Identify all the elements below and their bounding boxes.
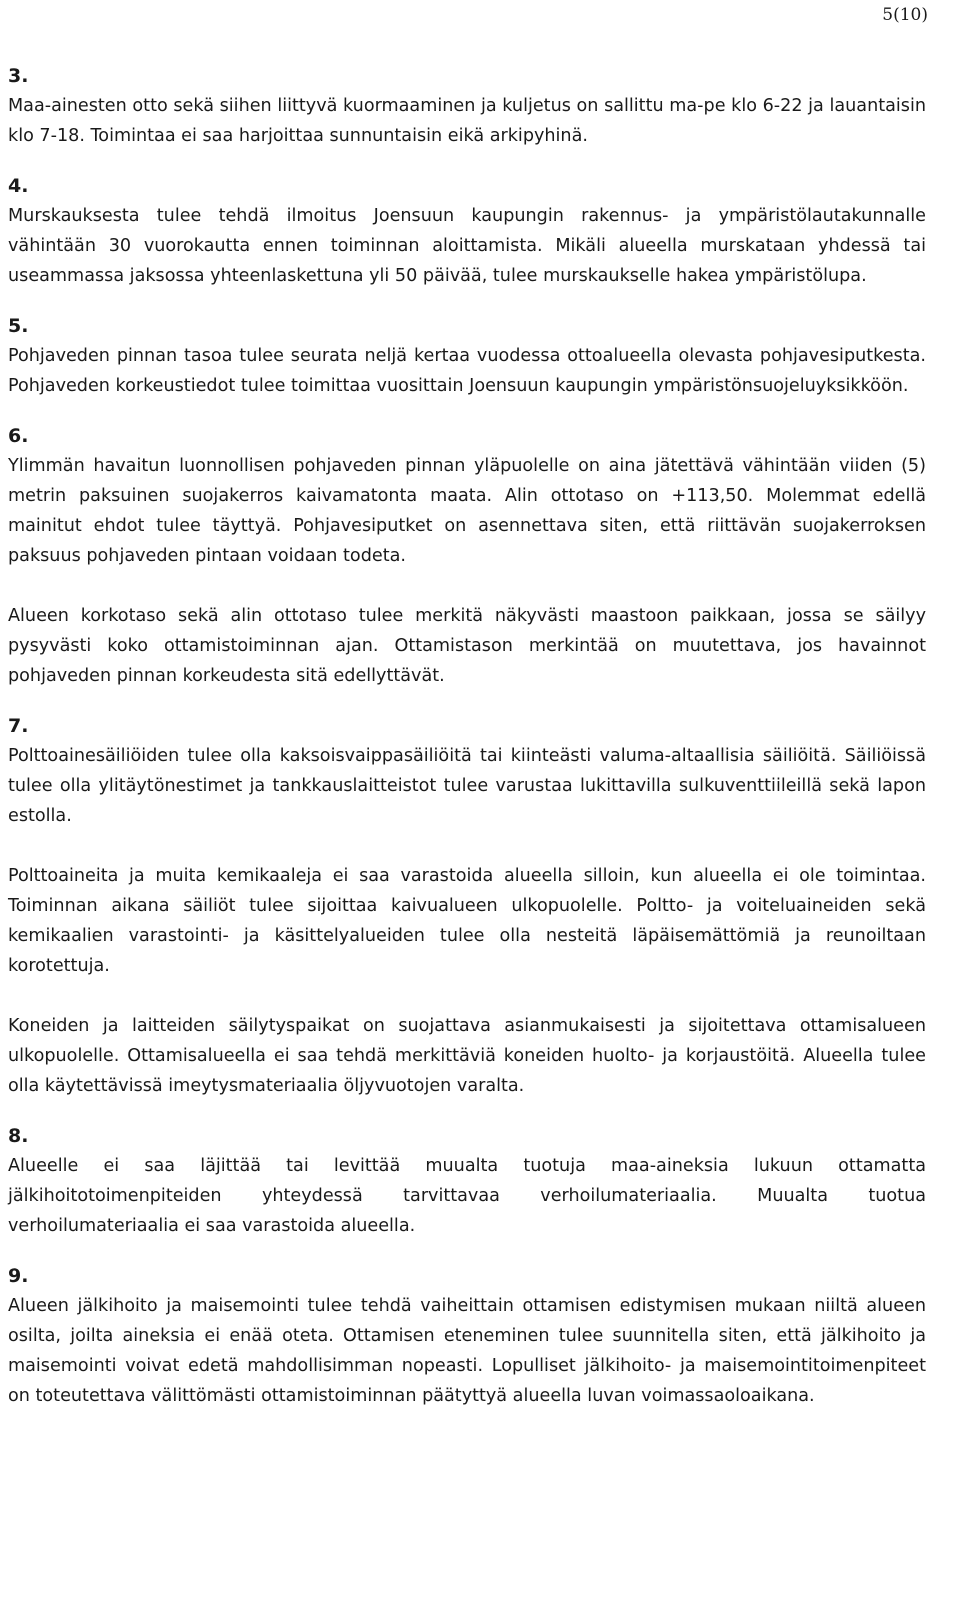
paragraph: Alueen korkotaso sekä alin ottotaso tulee merkitä näkyvästi maastoon paikkaan, jossa se säilyy pysyvästi koko ottamistoiminnan ajan. Ottamistason merkintää on muutettava, jos havainnot pohjaveden pinnan korkeudesta sitä edellyttävät. bbox=[8, 606, 926, 686]
section-number: 5. bbox=[8, 315, 29, 337]
section-number: 6. bbox=[8, 425, 29, 447]
section-3 bbox=[8, 61, 926, 151]
section-4 bbox=[8, 171, 926, 291]
paragraph: Alueelle ei saa läjittää tai levittää muualta tuotuja maa-aineksia lukuun ottamatta jälkihoitotoimenpiteiden yhteydessä tarvittavaa verhoilumateriaalia. Muualta tuotua verhoilumateriaalia ei saa varastoida alueella. bbox=[8, 1156, 926, 1236]
paragraph: Koneiden ja laitteiden säilytyspaikat on suojattava asianmukaisesti ja sijoitettava ottamisalueen ulkopuolelle. Ottamisalueella ei saa tehdä merkittäviä koneiden huolto- ja korjaustöitä. Alueella tulee olla käytettävissä imeytysmateriaalia öljyvuotojen varalta. bbox=[8, 1016, 926, 1096]
section-8 bbox=[8, 1121, 926, 1241]
section-number: 7. bbox=[8, 715, 29, 737]
document-body bbox=[8, 61, 926, 1431]
page-number: 5(10) bbox=[882, 5, 928, 25]
paragraph: Alueen jälkihoito ja maisemointi tulee tehdä vaiheittain ottamisen edistymisen mukaan niiltä alueen osilta, joilta aineksia ei enää oteta. Ottamisen eteneminen tulee suunnitella siten, että jälkihoito ja maisemointi voivat edetä mahdollisimman nopeasti. Lopulliset jälkihoito- ja maisemointitoimenpiteet on toteutettava välittömästi ottamistoiminnan päätyttyä alueella luvan voimassaoloaikana. bbox=[8, 1296, 926, 1406]
paragraph: Ylimmän havaitun luonnollisen pohjaveden pinnan yläpuolelle on aina jätettävä vähintään viiden (5) metrin paksuinen suojakerros kaivamatonta maata. Alin ottotaso on +113,50. Molemmat edellä mainitut ehdot tulee täyttyä. Pohjavesiputket on asennettava siten, että riittävän suojakerroksen paksuus pohjaveden pintaan voidaan todeta. bbox=[8, 456, 926, 566]
section-6 bbox=[8, 421, 926, 691]
paragraph: Pohjaveden pinnan tasoa tulee seurata neljä kertaa vuodessa ottoalueella olevasta pohjavesiputkesta. Pohjaveden korkeustiedot tulee toimittaa vuosittain Joensuun kaupungin ympäristönsuojeluyksikköön. bbox=[8, 346, 926, 396]
section-number: 3. bbox=[8, 65, 29, 87]
paragraph: Murskauksesta tulee tehdä ilmoitus Joensuun kaupungin rakennus- ja ympäristölautakunnalle vähintään 30 vuorokautta ennen toiminnan aloittamista. Mikäli alueella murskataan yhdessä tai useammassa jaksossa yhteenlaskettuna yli 50 päivää, tulee murskaukselle hakea ympäristölupa. bbox=[8, 206, 926, 286]
paragraph: Polttoaineita ja muita kemikaaleja ei saa varastoida alueella silloin, kun alueella ei ole toimintaa. Toiminnan aikana säiliöt tulee sijoittaa kaivualueen ulkopuolelle. Poltto- ja voiteluaineiden sekä kemikaalien varastointi- ja käsittelyalueiden tulee olla nesteitä läpäisemättömiä ja reunoiltaan korotettuja. bbox=[8, 866, 926, 976]
paragraph: Maa-ainesten otto sekä siihen liittyvä kuormaaminen ja kuljetus on sallittu ma-pe klo 6-22 ja lauantaisin klo 7-18. Toimintaa ei saa harjoittaa sunnuntaisin eikä arkipyhinä. bbox=[8, 96, 926, 146]
section-number: 9. bbox=[8, 1265, 29, 1287]
section-number: 4. bbox=[8, 175, 29, 197]
section-7 bbox=[8, 711, 926, 1101]
section-5 bbox=[8, 311, 926, 401]
section-9 bbox=[8, 1261, 926, 1411]
paragraph: Polttoainesäiliöiden tulee olla kaksoisvaippasäiliöitä tai kiinteästi valuma-altaallisia säiliöitä. Säiliöissä tulee olla ylitäytönestimet ja tankkauslaitteistot tulee varustaa lukittavilla sulkuventtiileillä sekä lapon estolla. bbox=[8, 746, 926, 826]
section-number: 8. bbox=[8, 1125, 29, 1147]
